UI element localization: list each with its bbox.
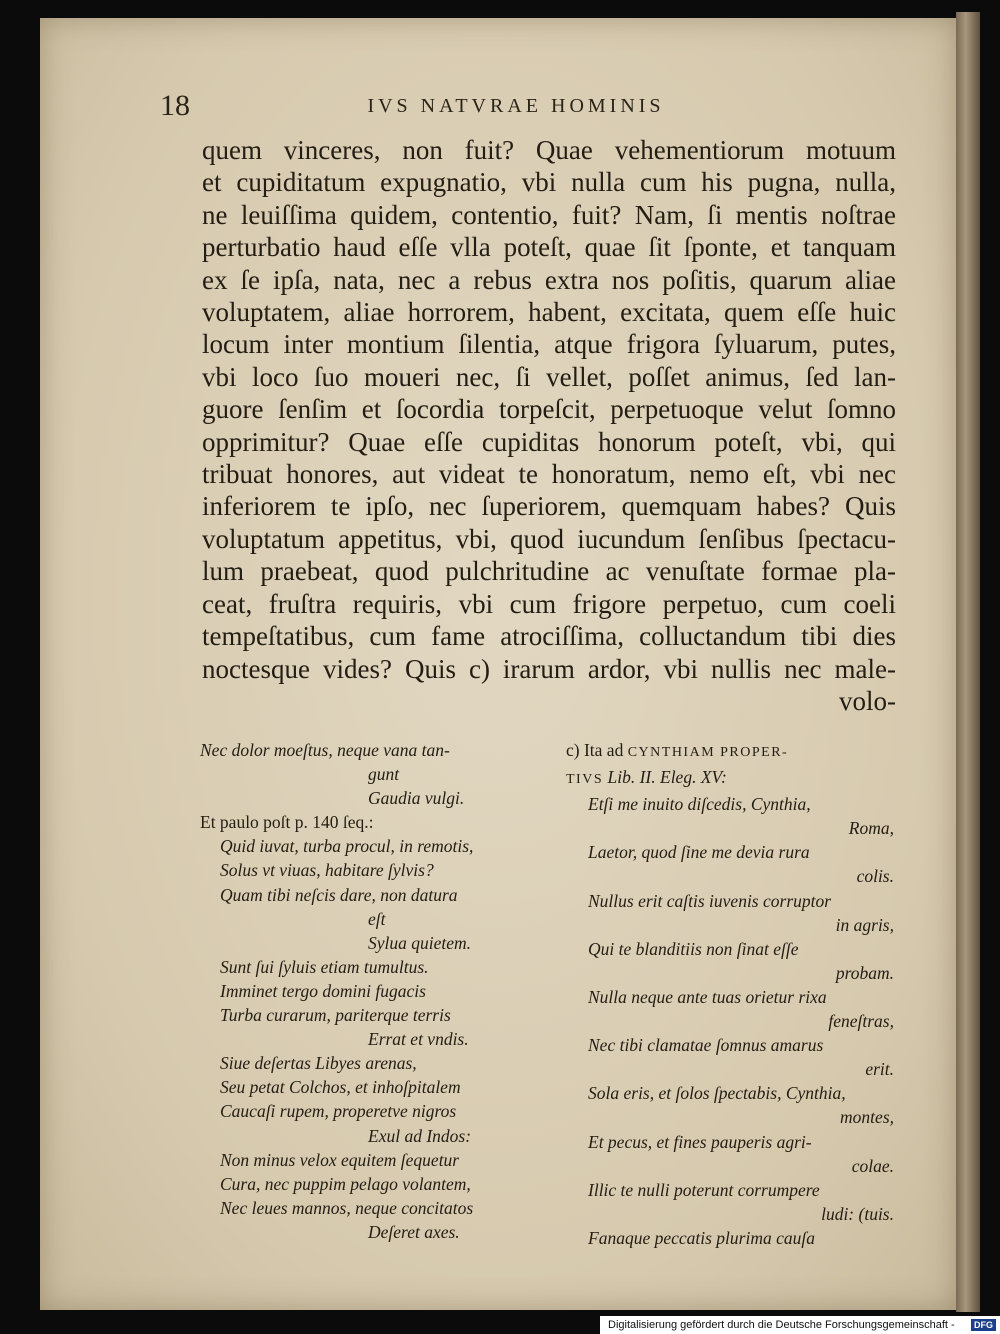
- footnote-line: Quid iuvat, turba procul, in remotis,: [220, 836, 474, 857]
- text-line: voluptatum appetitus, vbi, quod iucundum ſenſibus ſpectacu-: [202, 523, 896, 554]
- text-line: opprimitur? Quae eſſe cupiditas honorum poteſt, vbi, qui: [202, 426, 896, 457]
- footnote-line: probam.: [835, 962, 894, 983]
- footnote-line: erit.: [865, 1059, 894, 1080]
- page-header: [160, 88, 760, 124]
- footnote-line: colis.: [856, 866, 894, 887]
- text-line: noctesque vides? Quis c) irarum ardor, vbi nullis nec male-: [202, 653, 896, 684]
- footnote-line: Deſeret axes.: [368, 1221, 460, 1242]
- footnote-line: Nec tibi clamatae ſomnus amarus: [588, 1035, 824, 1056]
- text-line: volo-: [839, 685, 896, 716]
- credit-text: Digitalisierung gefördert durch die Deutsche Forschungsgemeinschaft -: [608, 1319, 955, 1331]
- footnote-line: Sylua quietem.: [368, 932, 472, 953]
- footnote-line: Laetor, quod ſine me devia rura: [588, 842, 810, 863]
- footnote-line: colae.: [851, 1155, 894, 1176]
- footnote-line: Fanaque peccatis plurima cauſa: [588, 1227, 815, 1248]
- footnote-line: Seu petat Colchos, et inhoſpitalem: [220, 1077, 461, 1098]
- footnote-line: Roma,: [848, 818, 894, 839]
- footnote-line: Et paulo poſt p. 140 ſeq.:: [200, 812, 374, 833]
- text-line: ex ſe ipſa, nata, nec a rebus extra nos poſitis, quarum aliae: [202, 264, 896, 295]
- footnote-line: Etſi me inuito diſcedis, Cynthia,: [588, 794, 811, 815]
- footnote-left-column: [200, 738, 540, 1244]
- footnote-line: Nec leues mannos, neque concitatos: [220, 1197, 474, 1218]
- footnote-line: Errat et vndis.: [368, 1029, 469, 1050]
- footnote-line: Nulla neque ante tuas orietur rixa: [588, 986, 827, 1007]
- main-text: [202, 134, 896, 717]
- footnote-right-column: [566, 738, 898, 1250]
- credit-bar: [600, 1316, 1000, 1334]
- text-line: ne leuiſſima quidem, contentio, fuit? Nam, ſi mentis noſtrae: [202, 199, 896, 230]
- footnote-line: Quam tibi neſcis dare, non datura: [220, 884, 458, 905]
- footnote-line: Siue deſertas Libyes arenas,: [220, 1053, 417, 1074]
- text-line: et cupiditatum expugnatio, vbi nulla cum his pugna, nulla,: [202, 167, 896, 198]
- footnote-line: Et pecus, et fines pauperis agri-: [588, 1131, 812, 1152]
- running-head: IVS NATVRAE HOMINIS: [367, 95, 665, 117]
- text-line: tempeſtatibus, cum fame atrociſſima, colluctandum tibi dies: [202, 621, 896, 652]
- text-line: guore ſenſim et ſocordia torpeſcit, perpetuoque velut ſomno: [202, 394, 896, 425]
- text-line: vbi loco ſuo moueri nec, ſi vellet, poſſet animus, ſed lan-: [202, 361, 896, 392]
- footnote-line: Cura, nec puppim pelago volantem,: [220, 1173, 471, 1194]
- dfg-logo: DFG: [971, 1319, 996, 1331]
- page-number: 18: [160, 89, 190, 122]
- text-line: perturbatio haud eſſe vlla poteſt, quae ſit ſponte, et tanquam: [202, 232, 896, 263]
- footnote-line: Non minus velox equitem ſequetur: [220, 1149, 460, 1170]
- footnote-line: gunt: [368, 764, 400, 785]
- footnote-line: eſt: [368, 908, 386, 929]
- footnote-line: ludi: (tuis.: [821, 1203, 894, 1224]
- text-line: voluptatem, aliae horrorem, habent, excitata, quem eſſe huic: [202, 297, 896, 328]
- text-line: locum inter montium ſilentia, atque frigora ſyluarum, putes,: [202, 329, 896, 360]
- footnote-line: Sola eris, et ſolos ſpectabis, Cynthia,: [588, 1083, 846, 1104]
- footnote-line: Imminet tergo domini fugacis: [220, 980, 426, 1001]
- text-line: ceat, fruſtra requiris, vbi cum frigore perpetuo, cum coeli: [202, 588, 896, 619]
- footnote-line: Nec dolor moeſtus, neque vana tan-: [200, 740, 450, 760]
- text-line: inferiorem te ipſo, nec ſuperiorem, quemquam habes? Quis: [202, 491, 896, 522]
- footnote-line: Exul ad Indos:: [368, 1125, 472, 1146]
- footnote-line: feneſtras,: [828, 1011, 894, 1032]
- footnote-line: Nullus erit caſtis iuvenis corruptor: [588, 890, 832, 911]
- footnote-line: Sunt ſui ſyluis etiam tumultus.: [220, 956, 429, 977]
- footnote-line: montes,: [840, 1107, 894, 1128]
- footnote-line: Illic te nulli poterunt corrumpere: [588, 1179, 820, 1200]
- footnote-intro-line: c) Ita ad CYNTHIAM PROPER-: [566, 740, 789, 760]
- text-line: lum praebeat, quod pulchritudine ac venuſtate formae pla-: [202, 556, 896, 587]
- footnote-line: Solus vt viuas, habitare ſylvis?: [220, 860, 434, 881]
- text-line: tribuat honores, aut videat te honoratum, nemo eſt, vbi nec: [202, 459, 896, 490]
- footnote-line: Qui te blanditiis non ſinat eſſe: [588, 938, 799, 959]
- footnote-line: Caucaſi rupem, properetve nigros: [220, 1101, 457, 1122]
- footnote-intro-line: TIVS Lib. II. Eleg. XV:: [566, 767, 727, 788]
- footnote-line: in agris,: [835, 914, 894, 935]
- footnote-line: Gaudia vulgi.: [368, 788, 465, 809]
- page-edge: [956, 12, 980, 1312]
- text-line: quem vinceres, non fuit? Quae vehementiorum motuum: [202, 135, 896, 165]
- footnote-line: Turba curarum, pariterque terris: [220, 1005, 451, 1026]
